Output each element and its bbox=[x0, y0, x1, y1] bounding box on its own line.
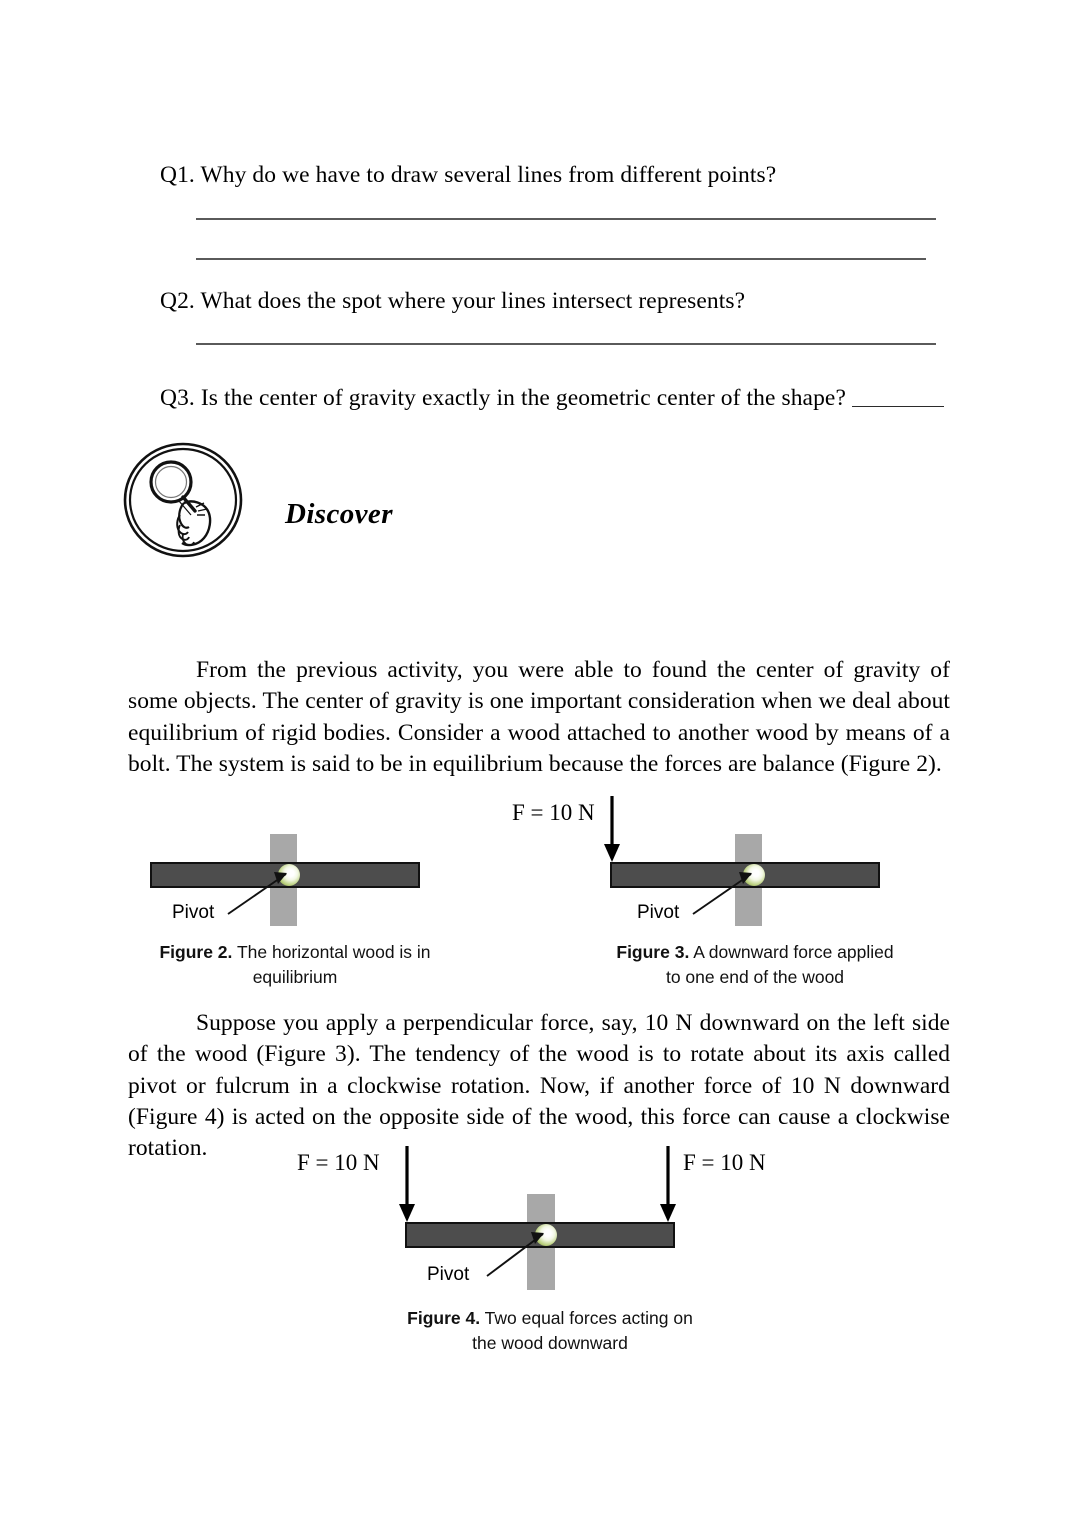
question-item bbox=[160, 383, 950, 415]
figure-2-caption-prefix: Figure 2. bbox=[159, 942, 233, 962]
question-item bbox=[160, 160, 950, 192]
figure-3 bbox=[512, 800, 900, 988]
pivot-label: Pivot bbox=[637, 902, 680, 923]
figure-4 bbox=[297, 1150, 766, 1358]
figure-2-caption-text: The horizontal wood is in equilibrium bbox=[236, 942, 431, 987]
pivot-label: Pivot bbox=[172, 902, 215, 923]
figure-3-caption-prefix: Figure 3. bbox=[616, 942, 690, 962]
force-label-right: F = 10 N bbox=[683, 1150, 766, 1175]
figure-3-caption bbox=[610, 940, 900, 990]
questions-block bbox=[160, 160, 950, 415]
force-label-left: F = 10 N bbox=[297, 1150, 380, 1175]
question-text: Q2. What does the spot where your lines intersect represents? bbox=[160, 287, 746, 314]
question-item bbox=[160, 286, 950, 318]
question-text: Q1. Why do we have to draw several lines from different points? bbox=[160, 162, 777, 188]
figure-4-caption-text: Two equal forces acting on the wood downward bbox=[472, 1308, 693, 1353]
figure-2 bbox=[150, 828, 440, 988]
force-label-left: F = 10 N bbox=[512, 800, 595, 825]
question-text: Q3. Is the center of gravity exactly in the geometric center of the shape? bbox=[160, 385, 846, 412]
pivot-label: Pivot bbox=[427, 1264, 470, 1285]
intro-paragraph: From the previous activity, you were able to found the center of gravity of some objects. The center of gravity is one important consideration when we deal about equilibrium of rigid bodies. Consider a wood attached to another wood by means of a bolt. The system is said to be in equilibrium because the forces are balance (Figure 2). bbox=[128, 657, 950, 777]
figure-4-caption bbox=[405, 1306, 695, 1356]
figure-4-caption-prefix: Figure 4. bbox=[407, 1308, 481, 1328]
magnifying-glass-in-hand-icon bbox=[122, 441, 244, 559]
torque-paragraph: Suppose you apply a perpendicular force, say, 10 N downward on the left side of the wood (Figure 3). The tendency of the wood is to rotate about its axis called pivot or fulcrum in a clockwise rotation. Now, if another force of 10 N downward (Figure 4) is acted on the opposite side of the wood, this force can cause a clockwise rotation. bbox=[128, 1010, 950, 1161]
discover-section-header bbox=[122, 441, 542, 566]
figure-3-caption-text: A downward force applied to one end of the wood bbox=[665, 942, 894, 987]
inline-answer-blank[interactable] bbox=[852, 406, 944, 407]
discover-title: Discover bbox=[285, 498, 393, 530]
figure-2-caption bbox=[150, 940, 440, 990]
